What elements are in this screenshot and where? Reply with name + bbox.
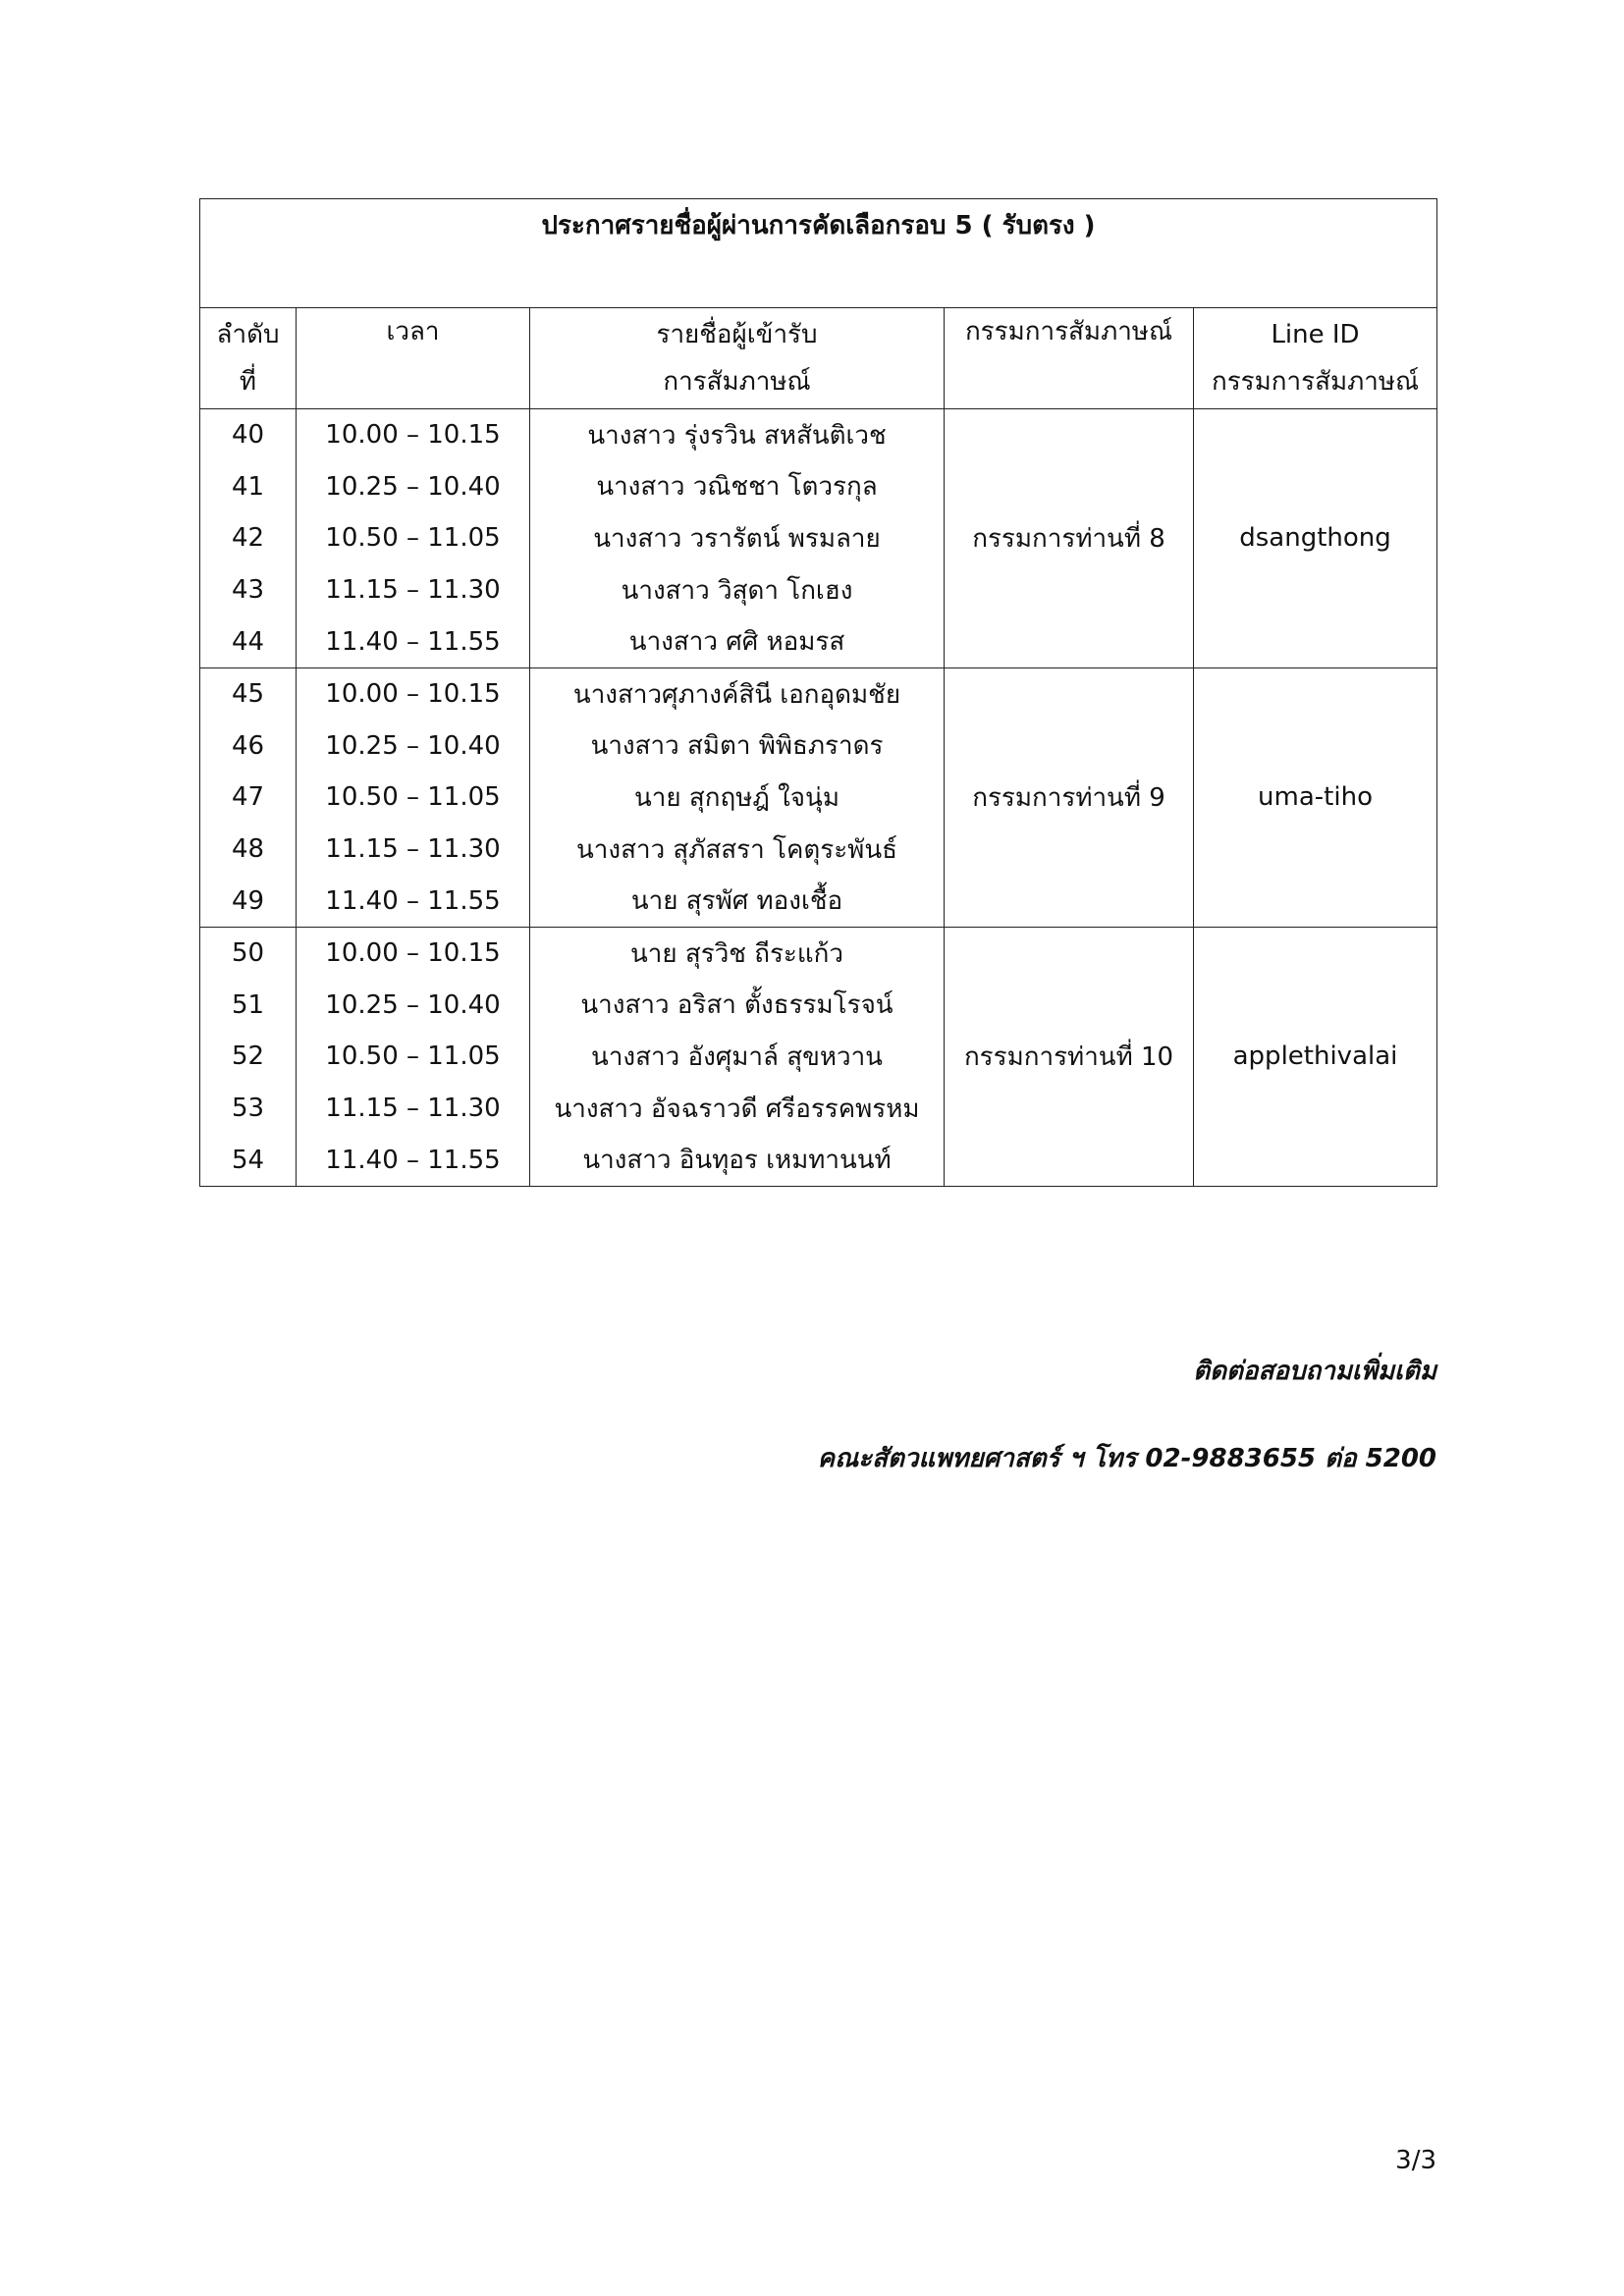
row-number: 45 bbox=[200, 667, 297, 720]
row-number: 52 bbox=[200, 1031, 297, 1083]
row-time: 10.50 – 11.05 bbox=[297, 1031, 530, 1083]
header-time: เวลา bbox=[297, 308, 530, 409]
row-name: นางสาว สมิตา พิพิธภราดร bbox=[530, 721, 945, 773]
committee-cell: กรรมการท่านที่ 8 bbox=[945, 409, 1194, 668]
row-name: นางสาว รุ่งรวิน สหสันติเวช bbox=[530, 409, 945, 461]
row-number: 49 bbox=[200, 875, 297, 927]
row-time: 10.50 – 11.05 bbox=[297, 512, 530, 564]
row-time: 10.25 – 10.40 bbox=[297, 980, 530, 1032]
row-name: นาย สุรวิช ถีระแก้ว bbox=[530, 927, 945, 979]
table-row bbox=[200, 927, 1437, 979]
table-title: ประกาศรายชื่อผู้ผ่านการคัดเลือกรอบ 5 ( รับตรง ) bbox=[200, 199, 1437, 308]
row-name: นางสาว วรารัตน์ พรมลาย bbox=[530, 512, 945, 564]
row-time: 10.00 – 10.15 bbox=[297, 927, 530, 979]
row-number: 51 bbox=[200, 980, 297, 1032]
header-order: ลำดับ ที่ bbox=[200, 308, 297, 409]
row-number: 48 bbox=[200, 824, 297, 876]
row-name: นางสาว อัจฉราวดี ศรีอรรคพรหม bbox=[530, 1083, 945, 1135]
row-name: นางสาว วณิชชา โตวรกุล bbox=[530, 461, 945, 513]
row-time: 10.50 – 11.05 bbox=[297, 772, 530, 824]
row-name: นางสาวศุภางค์สินี เอกอุดมชัย bbox=[530, 667, 945, 720]
row-time: 11.15 – 11.30 bbox=[297, 824, 530, 876]
row-number: 50 bbox=[200, 927, 297, 979]
table-row bbox=[200, 409, 1437, 461]
row-time: 11.40 – 11.55 bbox=[297, 615, 530, 667]
row-time: 10.25 – 10.40 bbox=[297, 461, 530, 513]
committee-cell: กรรมการท่านที่ 10 bbox=[945, 927, 1194, 1186]
row-name: นางสาว สุภัสสรา โคตุระพันธ์ bbox=[530, 824, 945, 876]
contact-heading: ติดต่อสอบถามเพิ่มเติม bbox=[1193, 1357, 1436, 1386]
row-name: นางสาว อริสา ตั้งธรรมโรจน์ bbox=[530, 980, 945, 1032]
row-time: 10.00 – 10.15 bbox=[297, 667, 530, 720]
row-time: 10.25 – 10.40 bbox=[297, 721, 530, 773]
row-number: 42 bbox=[200, 512, 297, 564]
committee-cell: กรรมการท่านที่ 9 bbox=[945, 667, 1194, 927]
row-time: 11.40 – 11.55 bbox=[297, 875, 530, 927]
row-name: นางสาว วิสุดา โกเฮง bbox=[530, 564, 945, 616]
line-id-cell: dsangthong bbox=[1194, 409, 1437, 668]
row-number: 43 bbox=[200, 564, 297, 616]
page-number: 3/3 bbox=[1395, 2146, 1436, 2175]
row-number: 41 bbox=[200, 461, 297, 513]
row-time: 10.00 – 10.15 bbox=[297, 409, 530, 461]
header-names: รายชื่อผู้เข้ารับ การสัมภาษณ์ bbox=[530, 308, 945, 409]
interview-schedule-table bbox=[199, 198, 1437, 1187]
line-id-cell: applethivalai bbox=[1194, 927, 1437, 1186]
row-number: 47 bbox=[200, 772, 297, 824]
table-body bbox=[200, 409, 1437, 1187]
row-name: นางสาว ศศิ หอมรส bbox=[530, 615, 945, 667]
row-number: 54 bbox=[200, 1134, 297, 1186]
row-number: 53 bbox=[200, 1083, 297, 1135]
row-time: 11.15 – 11.30 bbox=[297, 564, 530, 616]
faculty-contact-line: คณะสัตวแพทยศาสตร์ ฯ โทร 02-9883655 ต่อ 5200 bbox=[817, 1444, 1436, 1473]
row-number: 40 bbox=[200, 409, 297, 461]
header-line-id: Line ID กรรมการสัมภาษณ์ bbox=[1194, 308, 1437, 409]
row-name: นางสาว อินทุอร เหมทานนท์ bbox=[530, 1134, 945, 1186]
row-time: 11.15 – 11.30 bbox=[297, 1083, 530, 1135]
row-name: นางสาว อังศุมาล์ สุขหวาน bbox=[530, 1031, 945, 1083]
table-row bbox=[200, 667, 1437, 720]
row-name: นาย สุรพัศ ทองเชื้อ bbox=[530, 875, 945, 927]
table-header-row bbox=[200, 308, 1437, 409]
row-number: 46 bbox=[200, 721, 297, 773]
row-name: นาย สุกฤษฎ์ ใจนุ่ม bbox=[530, 772, 945, 824]
row-time: 11.40 – 11.55 bbox=[297, 1134, 530, 1186]
header-committee: กรรมการสัมภาษณ์ bbox=[945, 308, 1194, 409]
line-id-cell: uma-tiho bbox=[1194, 667, 1437, 927]
row-number: 44 bbox=[200, 615, 297, 667]
